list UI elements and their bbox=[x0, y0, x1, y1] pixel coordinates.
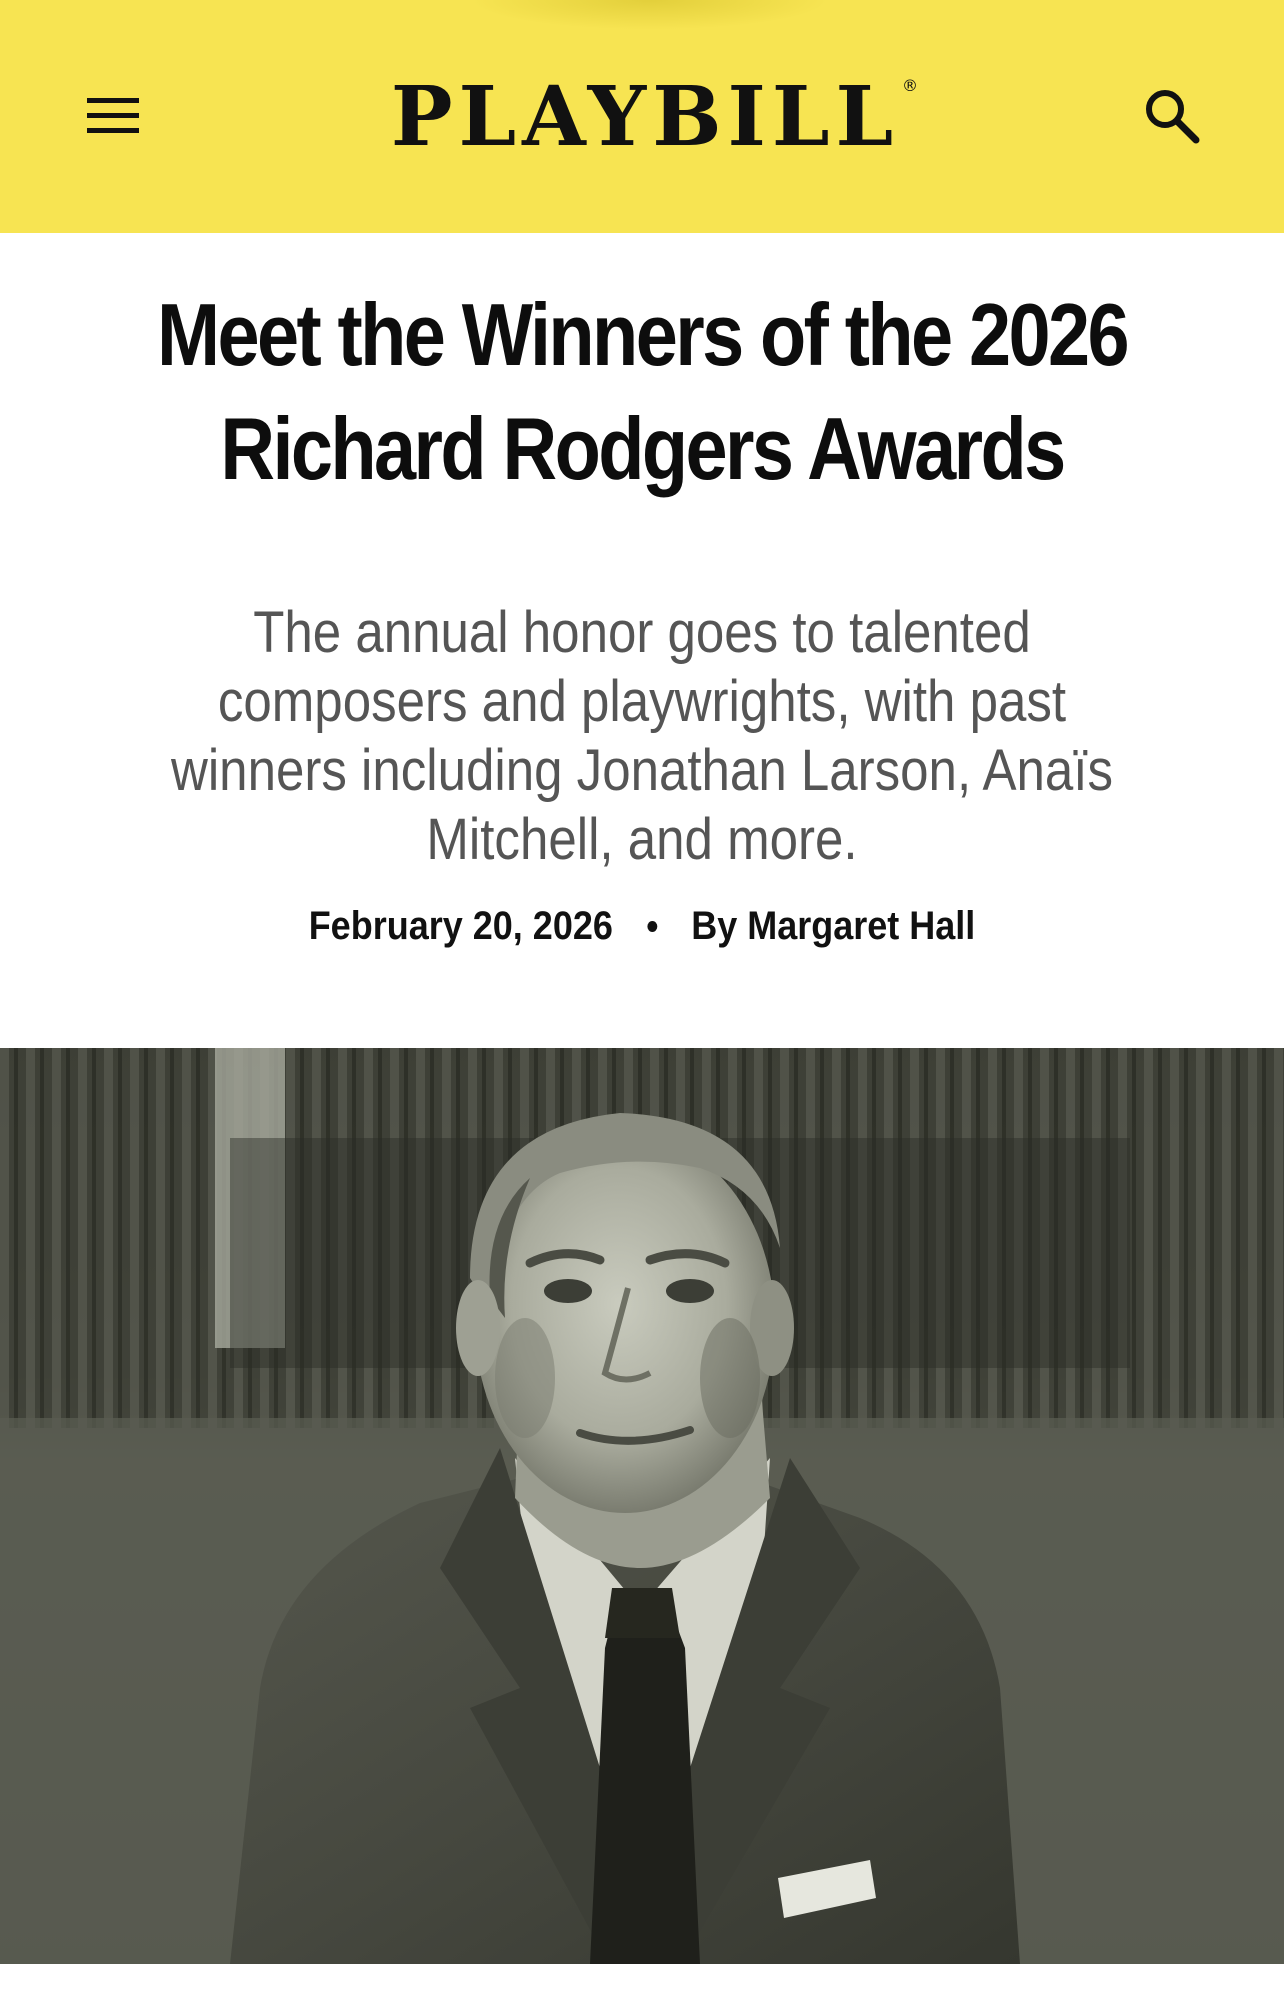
article-dek: The annual honor goes to talented composers and playwrights, with past winners including Jonathan Larson, Anaïs Mitchell, and more. bbox=[170, 600, 1114, 872]
hero-image bbox=[0, 1048, 1284, 1964]
article-headline: Meet the Winners of the 2026 Richard Rodgers Awards bbox=[156, 285, 1128, 498]
publish-date: February 20, 2026 bbox=[308, 903, 613, 948]
search-button[interactable] bbox=[1138, 82, 1206, 150]
registered-mark: ® bbox=[902, 76, 918, 95]
playbill-logo[interactable] bbox=[360, 62, 930, 172]
portrait-photo bbox=[0, 1048, 1284, 1964]
site-header bbox=[0, 0, 1284, 233]
article-meta bbox=[64, 898, 1220, 954]
search-icon bbox=[1138, 82, 1206, 150]
logo-text: PLAYBILL bbox=[390, 69, 900, 165]
menu-button[interactable] bbox=[82, 92, 144, 140]
author-byline[interactable]: By Margaret Hall bbox=[691, 903, 976, 948]
header-glow bbox=[470, 0, 830, 30]
meta-separator-dot bbox=[647, 921, 657, 932]
